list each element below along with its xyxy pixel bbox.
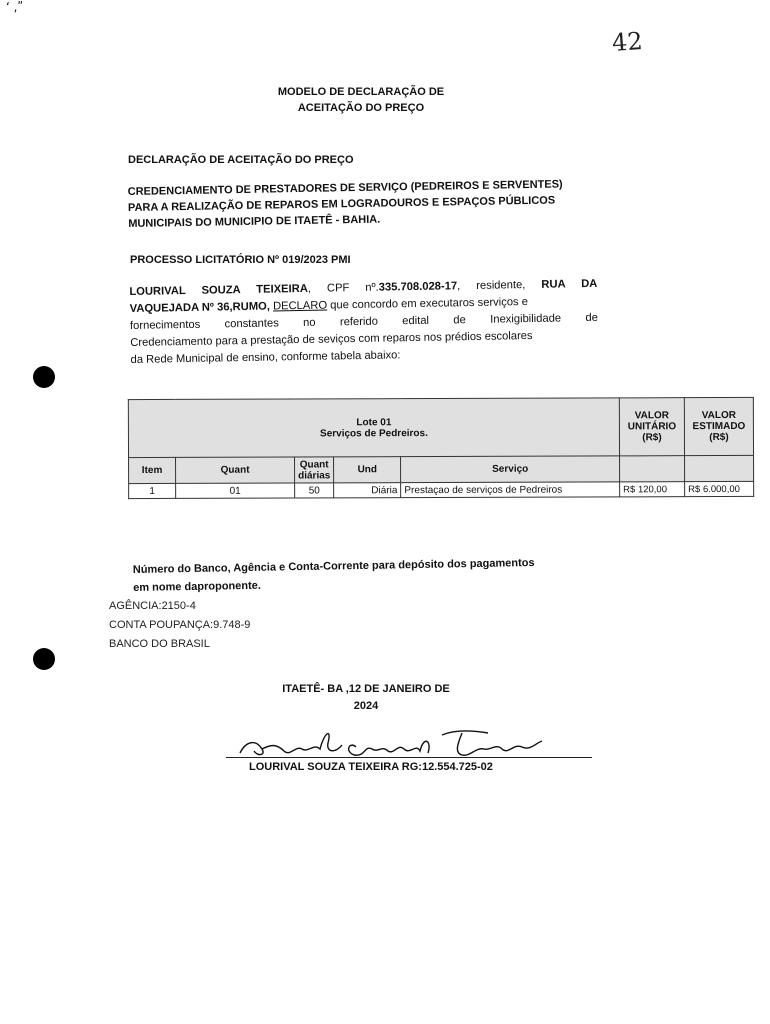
place-date-line-1: ITAETÊ- BA ,12 DE JANEIRO DE <box>282 683 450 695</box>
cpf-prefix: , CPF nº. <box>307 281 379 295</box>
bank-heading-line-1: Número do Banco, Agência e Conta-Corrente para depósito dos pagamentos <box>132 556 535 577</box>
body-line-1: LOURIVAL SOUZA TEIXEIRA, CPF nº.335.708.028-17, residente, RUA DA <box>129 277 598 299</box>
printed-signature: LOURIVAL SOUZA TEIXEIRA RG:12.554.725-02 <box>249 761 493 773</box>
subject-block <box>128 176 564 232</box>
signature-line <box>226 757 592 758</box>
col-servico: Serviço <box>401 456 620 483</box>
col-quant-diarias: Quant diárias <box>295 457 334 483</box>
table-row <box>129 481 754 498</box>
bank-name: BANCO DO BRASIL <box>109 638 210 650</box>
bank-agencia: AGÊNCIA:2150-4 <box>109 600 196 612</box>
cell-quant: 01 <box>176 483 295 498</box>
declaration-heading: DECLARAÇÃO DE ACEITAÇÃO DO PREÇO <box>128 154 354 166</box>
cpf-number: 335.708.028-17 <box>378 280 458 294</box>
punch-hole-top <box>33 366 55 388</box>
bank-conta: CONTA POUPANÇA:9.748-9 <box>109 619 251 631</box>
resident-text: , residente, <box>457 279 526 293</box>
document-title <box>250 84 472 116</box>
col-item: Item <box>129 457 176 483</box>
handwritten-page-number: 42 <box>611 26 644 58</box>
body-line-2-rest: que concordo em executaros serviços e <box>326 296 529 312</box>
process-number: PROCESSO LICITATÓRIO Nº 019/2023 PMI <box>130 254 351 266</box>
col-quant: Quant <box>176 457 295 483</box>
lote-subtitle: Serviços de Pedreiros. <box>320 427 428 439</box>
cell-valor-estimado: R$ 6.000,00 <box>685 481 754 496</box>
col-valor-unitario-empty <box>620 456 685 482</box>
cell-quant-diarias: 50 <box>295 483 334 498</box>
declaro-word: DECLARO <box>272 299 328 313</box>
body-paragraph <box>129 276 598 369</box>
place-date-line-2: 2024 <box>353 700 379 712</box>
lote-header-cell <box>128 398 619 458</box>
subject-line-2: PARA A REALIZAÇÃO DE REPAROS EM LOGRADOUROS E ESPAÇOS PÚBLICOS <box>127 194 556 214</box>
valor-estimado-header: VALOR ESTIMADO (R$) <box>684 397 753 455</box>
declarant-name: LOURIVAL SOUZA TEIXEIRA <box>129 282 308 299</box>
cell-und: Diária <box>334 483 401 498</box>
body-line-4: Credenciamento para a prestação de seviços com reparos nos prédios escolares <box>130 329 533 349</box>
body-line-3: fornecimentos constantes no referido edital de Inexigibilidade de <box>129 311 599 332</box>
valor-unitario-header: VALOR UNITÁRIO (R$) <box>619 398 684 456</box>
col-valor-estimado-empty <box>685 455 754 481</box>
cell-servico: Prestaçao de serviços de Pedreiros <box>401 482 620 498</box>
cell-item: 1 <box>129 483 176 498</box>
subject-line-3: MUNICIPAIS DO MUNICIPIO DE ITAETÊ - BAHIA. <box>128 213 381 230</box>
col-und: Und <box>334 457 401 483</box>
lote-table <box>128 397 754 499</box>
title-line-2: ACEITAÇÃO DO PREÇO <box>297 102 425 114</box>
title-line-1: MODELO DE DECLARAÇÃO DE <box>277 86 445 98</box>
bank-details <box>109 597 250 654</box>
punch-hole-bottom <box>33 648 55 670</box>
body-line-2: VAQUEJADA Nº 36,RUMO, DECLARO que concordo em executaros serviços e <box>129 296 529 316</box>
bank-heading <box>133 554 535 597</box>
place-date <box>255 681 477 715</box>
corner-marks: ʻ ,ʺ <box>6 0 23 14</box>
subject-line-1: CREDENCIAMENTO DE PRESTADORES DE SERVIÇO (PEDREIROS E SERVENTES) <box>127 178 563 199</box>
bank-heading-line-2: em nome daproponente. <box>133 579 261 594</box>
cell-valor-unitario: R$ 120,00 <box>620 482 685 497</box>
body-line-5: da Rede Municipal de ensino, conforme tabela abaixo: <box>130 349 401 366</box>
lote-title: Lote 01 <box>356 416 392 428</box>
